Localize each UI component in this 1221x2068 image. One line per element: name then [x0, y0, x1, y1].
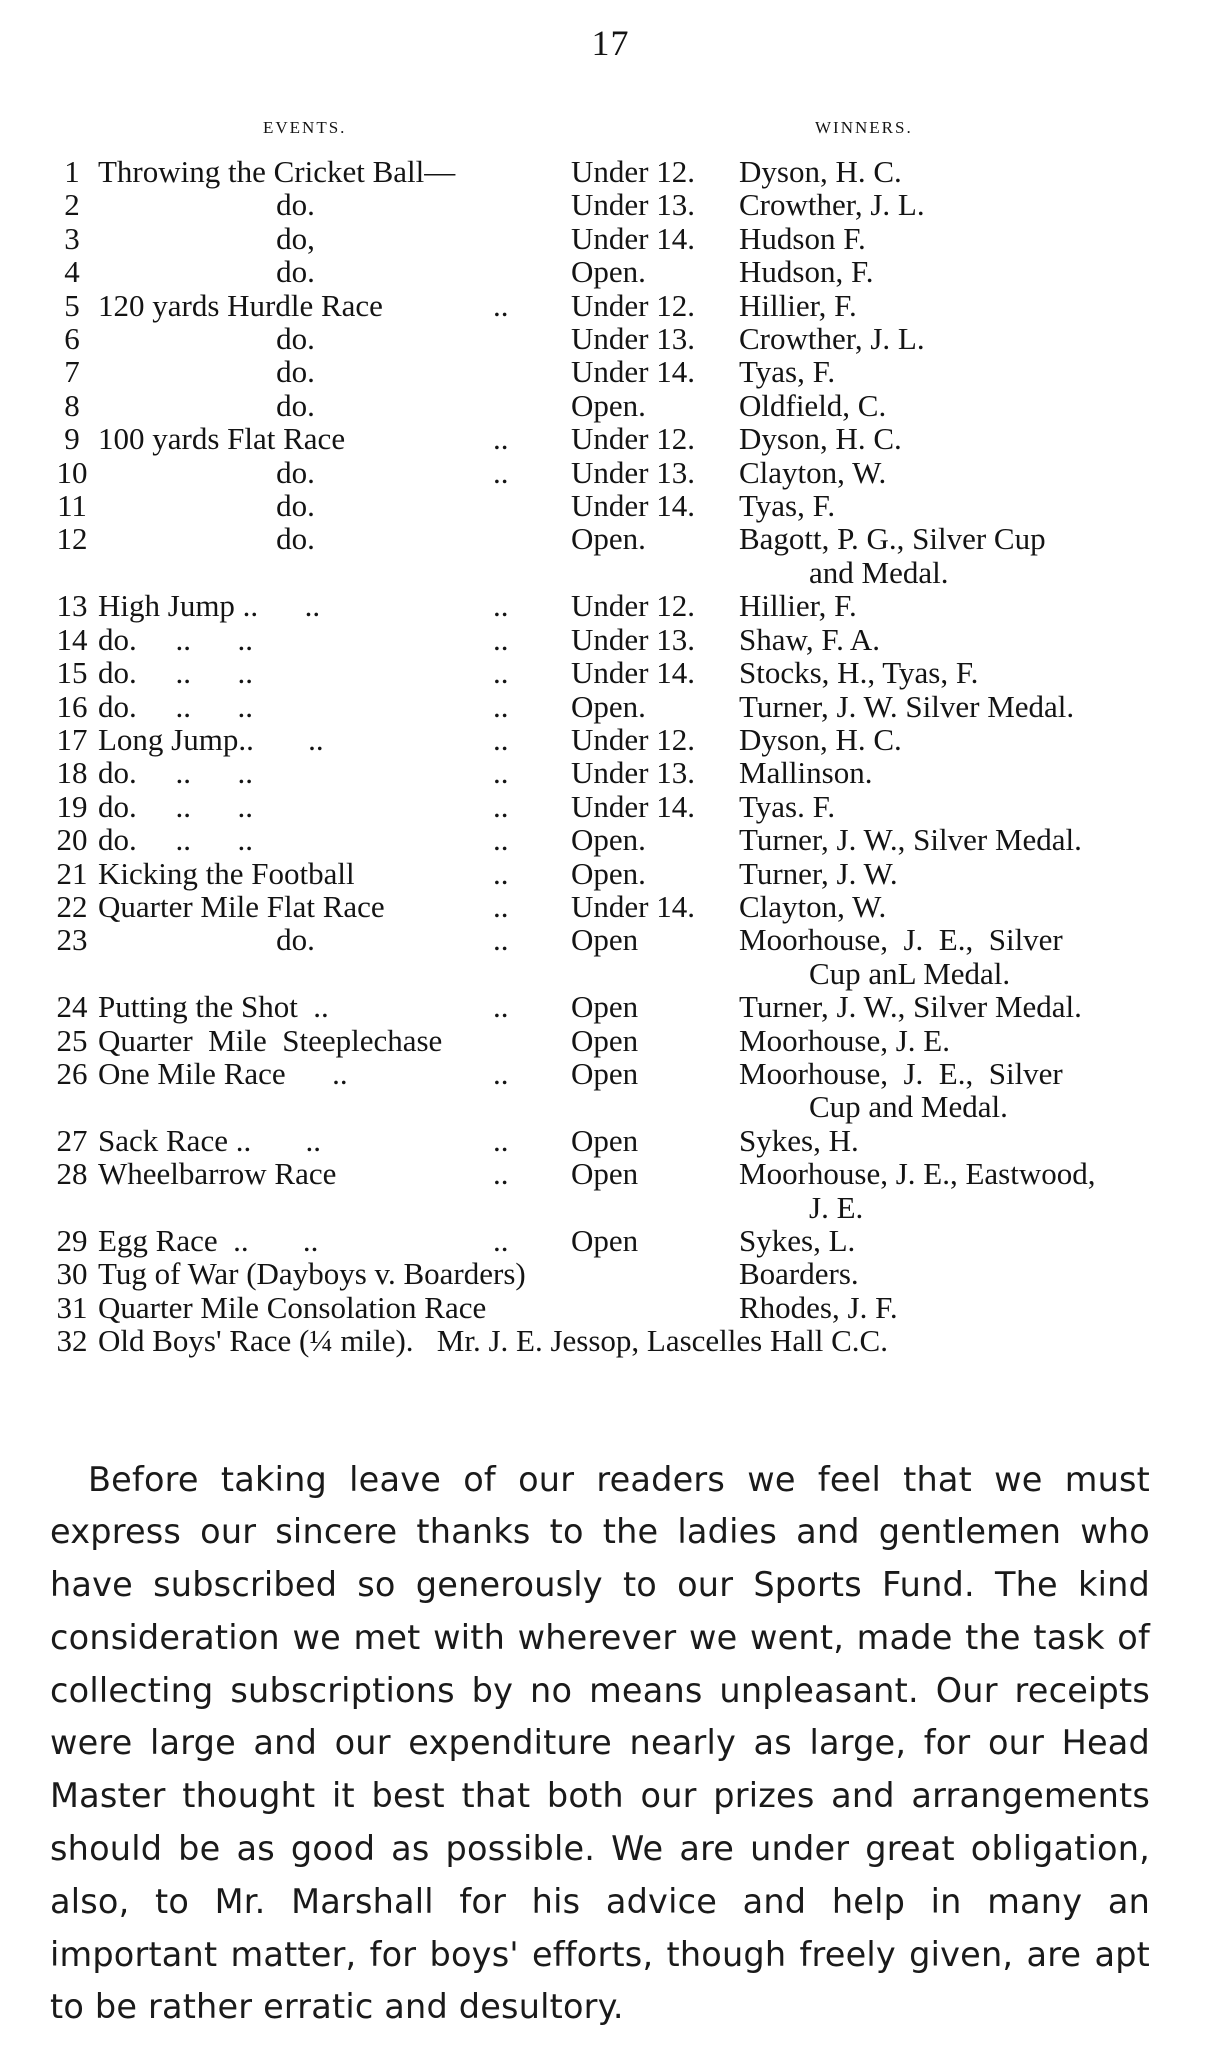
winner	[736, 355, 1176, 388]
event-category: Under 13.	[571, 321, 695, 357]
leader-dots: ..	[493, 287, 509, 323]
winner-line: Sykes, H.	[739, 1122, 859, 1158]
winner	[736, 923, 1176, 990]
winner	[736, 1124, 1176, 1157]
winner	[736, 1024, 1176, 1057]
event-number: 30	[56, 1256, 88, 1292]
table-row	[46, 1024, 1176, 1057]
event-number: 11	[57, 488, 87, 524]
event-name: do.	[276, 488, 315, 524]
table-row	[46, 389, 1176, 422]
event-name: do. .. ..	[98, 822, 253, 858]
table-row	[46, 1057, 1176, 1124]
winner-line: Clayton, W.	[739, 454, 887, 490]
winner-line: Moorhouse, J. E., Silver	[739, 922, 1063, 958]
leader-dots	[493, 355, 571, 388]
leader-dots	[493, 489, 571, 522]
winner	[736, 690, 1176, 723]
winner	[736, 1224, 1176, 1257]
leader-dots	[493, 522, 571, 589]
leader-dots: ..	[493, 1122, 509, 1158]
leader-dots: ..	[493, 1055, 509, 1091]
page-number: 17	[591, 23, 630, 63]
leader-dots: ..	[493, 688, 509, 724]
winner: Rhodes, J. F.	[739, 1289, 898, 1325]
leader-dots	[493, 188, 571, 221]
event-number: 17	[56, 721, 88, 757]
event-name: Kicking the Football	[98, 855, 355, 891]
event-category: Open	[571, 1022, 639, 1058]
event-category: Under 14.	[571, 354, 695, 390]
table-row	[46, 155, 1176, 188]
event-number: 20	[56, 822, 88, 858]
event-name: do.	[276, 354, 315, 390]
event-number: 15	[56, 655, 88, 691]
winner	[736, 522, 1176, 589]
winner	[736, 155, 1176, 188]
winner	[736, 389, 1176, 422]
event-number: 2	[64, 187, 80, 223]
table-row	[46, 990, 1176, 1023]
event-number: 12	[56, 521, 88, 557]
event-name: Old Boys' Race (¼ mile). Mr. J. E. Jessop, Lascelles Hall C.C.	[98, 1323, 888, 1359]
winner-line: Clayton, W.	[739, 888, 887, 924]
table-row	[46, 756, 1176, 789]
winner	[736, 756, 1176, 789]
table-row	[46, 690, 1176, 723]
winner-line: Bagott, P. G., Silver Cup	[739, 521, 1046, 557]
leader-dots: ..	[493, 788, 509, 824]
event-name: 100 yards Flat Race	[98, 421, 346, 457]
event-category: Under 12.	[571, 588, 695, 624]
winner	[736, 255, 1176, 288]
winner-line: Tyas, F.	[739, 354, 836, 390]
leader-dots: ..	[493, 989, 509, 1025]
table-row	[46, 322, 1176, 355]
event-name: 120 yards Hurdle Race	[98, 287, 383, 323]
event-category: Under 12.	[571, 287, 695, 323]
leader-dots: ..	[493, 1223, 509, 1258]
winner-line: Oldfield, C.	[739, 387, 887, 423]
table-row	[46, 857, 1176, 890]
table-row	[46, 255, 1176, 288]
event-number: 1	[64, 154, 80, 189]
leader-dots: ..	[493, 855, 509, 891]
event-name: Tug of War (Dayboys v. Boarders)	[98, 1256, 526, 1292]
leader-dots: ..	[493, 421, 509, 457]
leader-dots	[493, 255, 571, 288]
winner	[736, 656, 1176, 689]
winner-line: Turner, J. W.	[739, 855, 898, 891]
event-number: 9	[64, 421, 80, 457]
winner-line: Tyas, F.	[739, 488, 836, 524]
event-name: do.	[276, 454, 315, 490]
table-row	[46, 656, 1176, 689]
table-row	[46, 355, 1176, 388]
table-row	[46, 723, 1176, 756]
event-number: 10	[56, 454, 88, 490]
winner-line: Dyson, H. C.	[739, 421, 902, 457]
event-name: do.	[276, 321, 315, 357]
event-category: Under 12.	[571, 421, 695, 457]
table-row	[46, 456, 1176, 489]
event-name: do. .. ..	[98, 788, 253, 824]
table-row	[46, 923, 1176, 990]
event-number: 7	[64, 354, 80, 390]
winner-line: Turner, J. W., Silver Medal.	[739, 989, 1082, 1025]
event-number: 23	[56, 922, 88, 958]
table-row	[46, 589, 1176, 622]
winner	[736, 623, 1176, 656]
leader-dots: ..	[493, 1156, 509, 1192]
event-number: 29	[56, 1223, 88, 1258]
event-category: Open.	[571, 521, 646, 557]
event-number: 28	[56, 1156, 88, 1192]
event-category: Under 12.	[571, 721, 695, 757]
event-category: Under 13.	[571, 454, 695, 490]
winner-continuation: Cup anL Medal.	[809, 955, 1011, 991]
winner	[736, 723, 1176, 756]
winner-line: Turner, J. W. Silver Medal.	[739, 688, 1075, 724]
table-row	[46, 522, 1176, 589]
leader-dots	[493, 322, 571, 355]
event-number: 6	[64, 321, 80, 357]
winner-continuation: Cup and Medal.	[809, 1089, 1008, 1125]
winner	[736, 188, 1176, 221]
winner	[736, 489, 1176, 522]
winner	[736, 1057, 1176, 1124]
event-category: Under 14.	[571, 655, 695, 691]
leader-dots	[493, 155, 571, 188]
event-category: Open.	[571, 254, 646, 290]
winner	[736, 857, 1176, 890]
table-row	[46, 823, 1176, 856]
winner-line: Turner, J. W., Silver Medal.	[739, 822, 1082, 858]
leader-dots: ..	[493, 822, 509, 858]
winner-line: Stocks, H., Tyas, F.	[739, 655, 979, 691]
event-name: Sack Race .. ..	[98, 1122, 321, 1158]
winner	[736, 890, 1176, 923]
event-name: Putting the Shot ..	[98, 989, 329, 1025]
winner-line: Moorhouse, J. E., Silver	[739, 1055, 1063, 1091]
winner	[736, 289, 1176, 322]
leader-dots	[493, 1024, 571, 1057]
event-number: 21	[56, 855, 88, 891]
event-category: Open	[571, 1156, 639, 1192]
event-category: Open	[571, 1223, 639, 1258]
event-category: Under 12.	[571, 154, 695, 189]
winner	[736, 589, 1176, 622]
event-category: Open.	[571, 855, 646, 891]
event-number: 19	[56, 788, 88, 824]
winner-line: Crowther, J. L.	[739, 321, 925, 357]
winner-line: Moorhouse, J. E.	[739, 1022, 950, 1058]
event-category: Under 14.	[571, 220, 695, 256]
winner	[736, 222, 1176, 255]
event-number: 14	[56, 621, 88, 657]
event-category: Under 14.	[571, 788, 695, 824]
winner-continuation: and Medal.	[809, 554, 949, 590]
event-name: do. .. ..	[98, 655, 253, 691]
table-row	[46, 222, 1176, 255]
event-name: One Mile Race ..	[98, 1055, 348, 1091]
table-row	[46, 1124, 1176, 1157]
event-name: do.	[276, 254, 315, 290]
winner-line: Hudson, F.	[739, 254, 874, 290]
leader-dots: ..	[493, 888, 509, 924]
winner-continuation: J. E.	[809, 1189, 864, 1225]
table-row	[46, 489, 1176, 522]
event-number: 5	[64, 287, 80, 323]
winner	[736, 790, 1176, 823]
winner-line: Mallinson.	[739, 755, 873, 791]
event-name: Quarter Mile Flat Race	[98, 888, 385, 924]
event-category: Open.	[571, 822, 646, 858]
event-category: Open	[571, 922, 639, 958]
event-name: do.	[276, 922, 315, 958]
winner-line: Dyson, H. C.	[739, 154, 902, 189]
leader-dots: ..	[493, 721, 509, 757]
event-number: 22	[56, 888, 88, 924]
event-number: 4	[64, 254, 80, 290]
table-row	[46, 289, 1176, 322]
table-row	[46, 1324, 1176, 1357]
event-category: Open.	[571, 688, 646, 724]
event-category: Under 13.	[571, 621, 695, 657]
winners-column-header: WINNERS.	[815, 118, 913, 137]
event-number: 13	[56, 588, 88, 624]
event-name: do,	[276, 220, 315, 256]
table-row	[46, 1257, 1176, 1290]
winner-line: Tyas. F.	[739, 788, 836, 824]
event-category: Under 14.	[571, 488, 695, 524]
event-name: Quarter Mile Consolation Race	[98, 1289, 487, 1325]
winner	[736, 422, 1176, 455]
table-row	[46, 1157, 1176, 1224]
event-category: Open	[571, 989, 639, 1025]
leader-dots: ..	[493, 922, 509, 958]
event-name: do. .. ..	[98, 621, 253, 657]
event-number: 8	[64, 387, 80, 423]
event-number: 3	[64, 220, 80, 256]
table-row	[46, 1291, 1176, 1324]
event-category: Under 13.	[571, 187, 695, 223]
event-name: Egg Race .. ..	[98, 1223, 319, 1258]
winner	[736, 990, 1176, 1023]
events-column-header: EVENTS.	[263, 118, 347, 137]
event-name: Long Jump.. ..	[98, 721, 324, 757]
winner	[736, 1157, 1176, 1224]
leader-dots	[493, 389, 571, 422]
event-name: Throwing the Cricket Ball—	[98, 154, 456, 189]
leader-dots: ..	[493, 755, 509, 791]
winner: Boarders.	[739, 1256, 859, 1292]
results-table	[46, 155, 1176, 1358]
winner-line: Hillier, F.	[739, 588, 857, 624]
event-name: do.	[276, 387, 315, 423]
winner-line: Crowther, J. L.	[739, 187, 925, 223]
event-number: 26	[56, 1055, 88, 1091]
event-name: do.	[276, 521, 315, 557]
table-row	[46, 623, 1176, 656]
closing-paragraph: Before taking leave of our readers we feel that we must express our sincere thanks to the ladies and gentlemen who have subscribed so generously to our Sports Fund. The kind consideration we met with wherever we went, made the task of collecting subscriptions by no means unpleasant. Our receipts were large and our expenditure nearly as large, for our Head Master thought it best that both our prizes and arrangements should be as good as possible. We are under great obligation, also, to Mr. Marshall for his advice and help in many an important matter, for boys' efforts, though freely given, are apt to be rather erratic and desultory.	[50, 1459, 1150, 2027]
table-row	[46, 1224, 1176, 1257]
event-number: 18	[56, 755, 88, 791]
winner-line: Shaw, F. A.	[739, 621, 881, 657]
table-row	[46, 790, 1176, 823]
event-name: do. .. ..	[98, 688, 253, 724]
event-number: 32	[56, 1323, 88, 1359]
leader-dots: ..	[493, 454, 509, 490]
event-number: 31	[56, 1289, 88, 1325]
table-row	[46, 890, 1176, 923]
event-category: Under 13.	[571, 755, 695, 791]
event-number: 27	[56, 1122, 88, 1158]
winner-line: Hillier, F.	[739, 287, 857, 323]
event-number: 25	[56, 1022, 88, 1058]
event-number: 24	[56, 989, 88, 1025]
winner	[736, 823, 1176, 856]
event-name: Quarter Mile Steeplechase	[98, 1022, 443, 1058]
event-name: Wheelbarrow Race	[98, 1156, 337, 1192]
leader-dots: ..	[493, 588, 509, 624]
event-category: Open	[571, 1055, 639, 1091]
event-name: do. .. ..	[98, 755, 253, 791]
winner	[736, 456, 1176, 489]
event-category: Under 14.	[571, 888, 695, 924]
event-category: Open	[571, 1122, 639, 1158]
table-row	[46, 422, 1176, 455]
winner-line: Moorhouse, J. E., Eastwood,	[739, 1156, 1096, 1192]
event-name: do.	[276, 187, 315, 223]
event-category: Open.	[571, 387, 646, 423]
winner	[736, 322, 1176, 355]
winner-line: Sykes, L.	[739, 1223, 856, 1258]
event-number: 16	[56, 688, 88, 724]
winner-line: Dyson, H. C.	[739, 721, 902, 757]
winner-line: Hudson F.	[739, 220, 866, 256]
leader-dots: ..	[493, 621, 509, 657]
leader-dots: ..	[493, 655, 509, 691]
leader-dots	[493, 222, 571, 255]
event-name: High Jump .. ..	[98, 588, 321, 624]
table-row	[46, 188, 1176, 221]
